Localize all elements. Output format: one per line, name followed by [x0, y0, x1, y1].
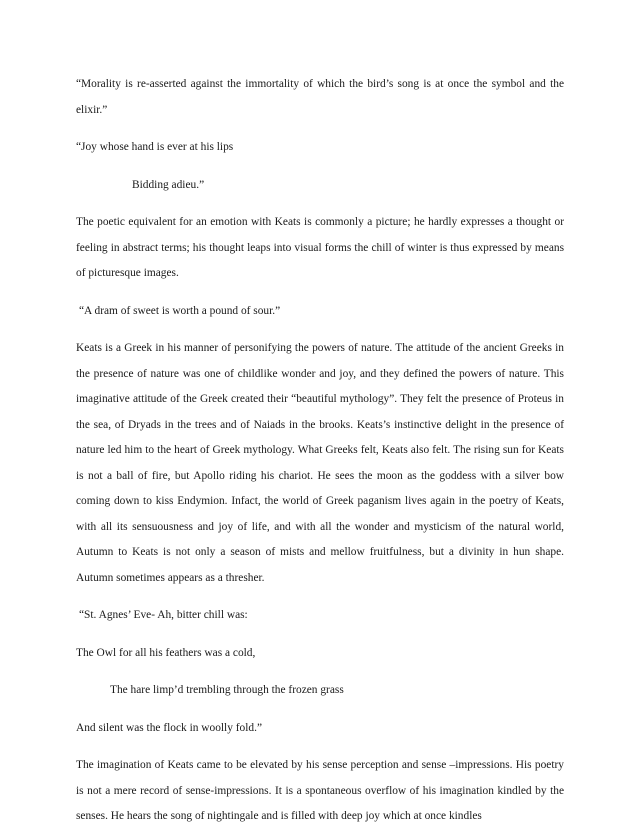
- quote-morality: “Morality is re-asserted against the immortality of which the bird’s song is at once the symbol and the elixir.”: [76, 78, 564, 116]
- paragraph-imagination: The imagination of Keats came to be elevated by his sense perception and sense –impressions. His poetry is not a mere record of sense-impressions. It is a spontaneous overflow of his imagination kindled by the senses. He hears the song of nightingale and is filled with deep joy which at once kindles: [76, 759, 564, 822]
- quote-st-agnes-line4: And silent was the flock in woolly fold.”: [76, 721, 263, 734]
- quote-st-agnes-line2: The Owl for all his feathers was a cold,: [76, 646, 256, 659]
- quote-st-agnes-line3: The hare limp’d trembling through the frozen grass: [110, 684, 344, 696]
- quote-dram-of-sweet: “A dram of sweet is worth a pound of sour.”: [79, 304, 281, 317]
- document-page: [76, 72, 564, 830]
- quote-joy-line1: “Joy whose hand is ever at his lips: [76, 141, 234, 153]
- quote-st-agnes-line1: “St. Agnes’ Eve- Ah, bitter chill was:: [79, 609, 248, 621]
- paragraph-keats-greek: Keats is a Greek in his manner of personifying the powers of nature. The attitude of the ancient Greeks in the presence of nature was one of childlike wonder and joy, and they defined the powers of nature. This imaginative attitude of the Greek created their “beautiful mythology”. They felt the presence of Proteus in the sea, of Dryads in the trees and of Naiads in the brooks. Keats’s instinctive delight in the presence of nature led him to the heart of Greek mythology. What Greeks felt, Keats also felt. The rising sun for Keats is not a ball of fire, but Apollo riding his chariot. He sees the moon as the goddess with a silver bow coming down to kiss Endymion. Infact, the world of Greek paganism lives again in the poetry of Keats, with all its sensuousness and joy of life, and with all the wonder and mysticism of the natural world, Autumn to Keats is not only a season of mists and mellow fruitfulness, but a divinity in hun shape. Autumn sometimes appears as a thresher.: [76, 342, 564, 584]
- paragraph-poetic-equivalent: The poetic equivalent for an emotion with Keats is commonly a picture; he hardly expresses a thought or feeling in abstract terms; his thought leaps into visual forms the chill of winter is thus expressed by means of picturesque images.: [76, 216, 564, 279]
- quote-joy-line2: Bidding adieu.”: [132, 178, 205, 191]
